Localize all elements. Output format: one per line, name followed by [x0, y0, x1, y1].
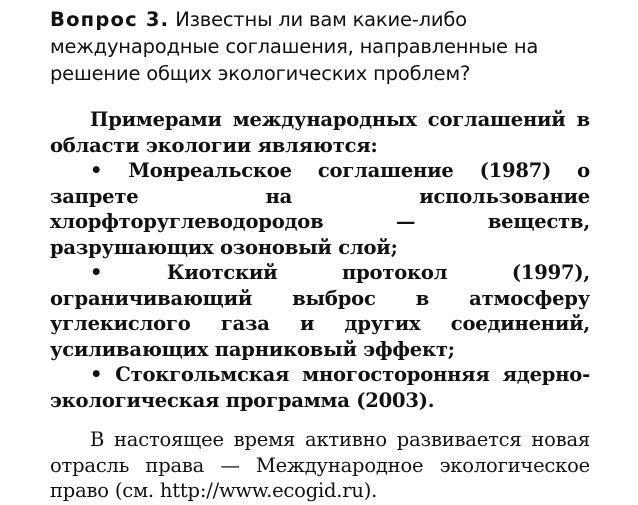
list-item	[50, 158, 590, 260]
answer-intro: Примерами международных соглашений в области экологии являются:	[50, 108, 590, 157]
list-item-text: Монреальское соглашение (1987) о запрете на использование хлорфторуглеводородов — веществ, разрушающих озоновый слой;	[50, 159, 590, 259]
question-text: Известны ли вам какие-либо международные соглашения, направленные на решение общих экологических проблем?	[50, 8, 539, 85]
question-paragraph	[50, 6, 590, 87]
list-item	[50, 260, 590, 362]
bullet-mark: •	[90, 159, 103, 182]
textbook-page	[50, 6, 590, 504]
bullet-mark: •	[90, 363, 103, 386]
question-label: Вопрос 3.	[50, 8, 170, 31]
bullet-mark: •	[90, 261, 103, 284]
list-item-text: Стокгольмская многосторонняя ядерно-экологическая программа (2003).	[50, 363, 590, 412]
list-item	[50, 362, 590, 413]
outro-paragraph: В настоящее время активно развивается новая отрасль права — Международное экологическое право (см. http://www.ecogid.ru).	[50, 428, 590, 502]
list-item-text: Киотский протокол (1997), ограничивающий выброс в атмосферу углекислого газа и других соединений, усиливающих парниковый эффект;	[50, 261, 591, 361]
